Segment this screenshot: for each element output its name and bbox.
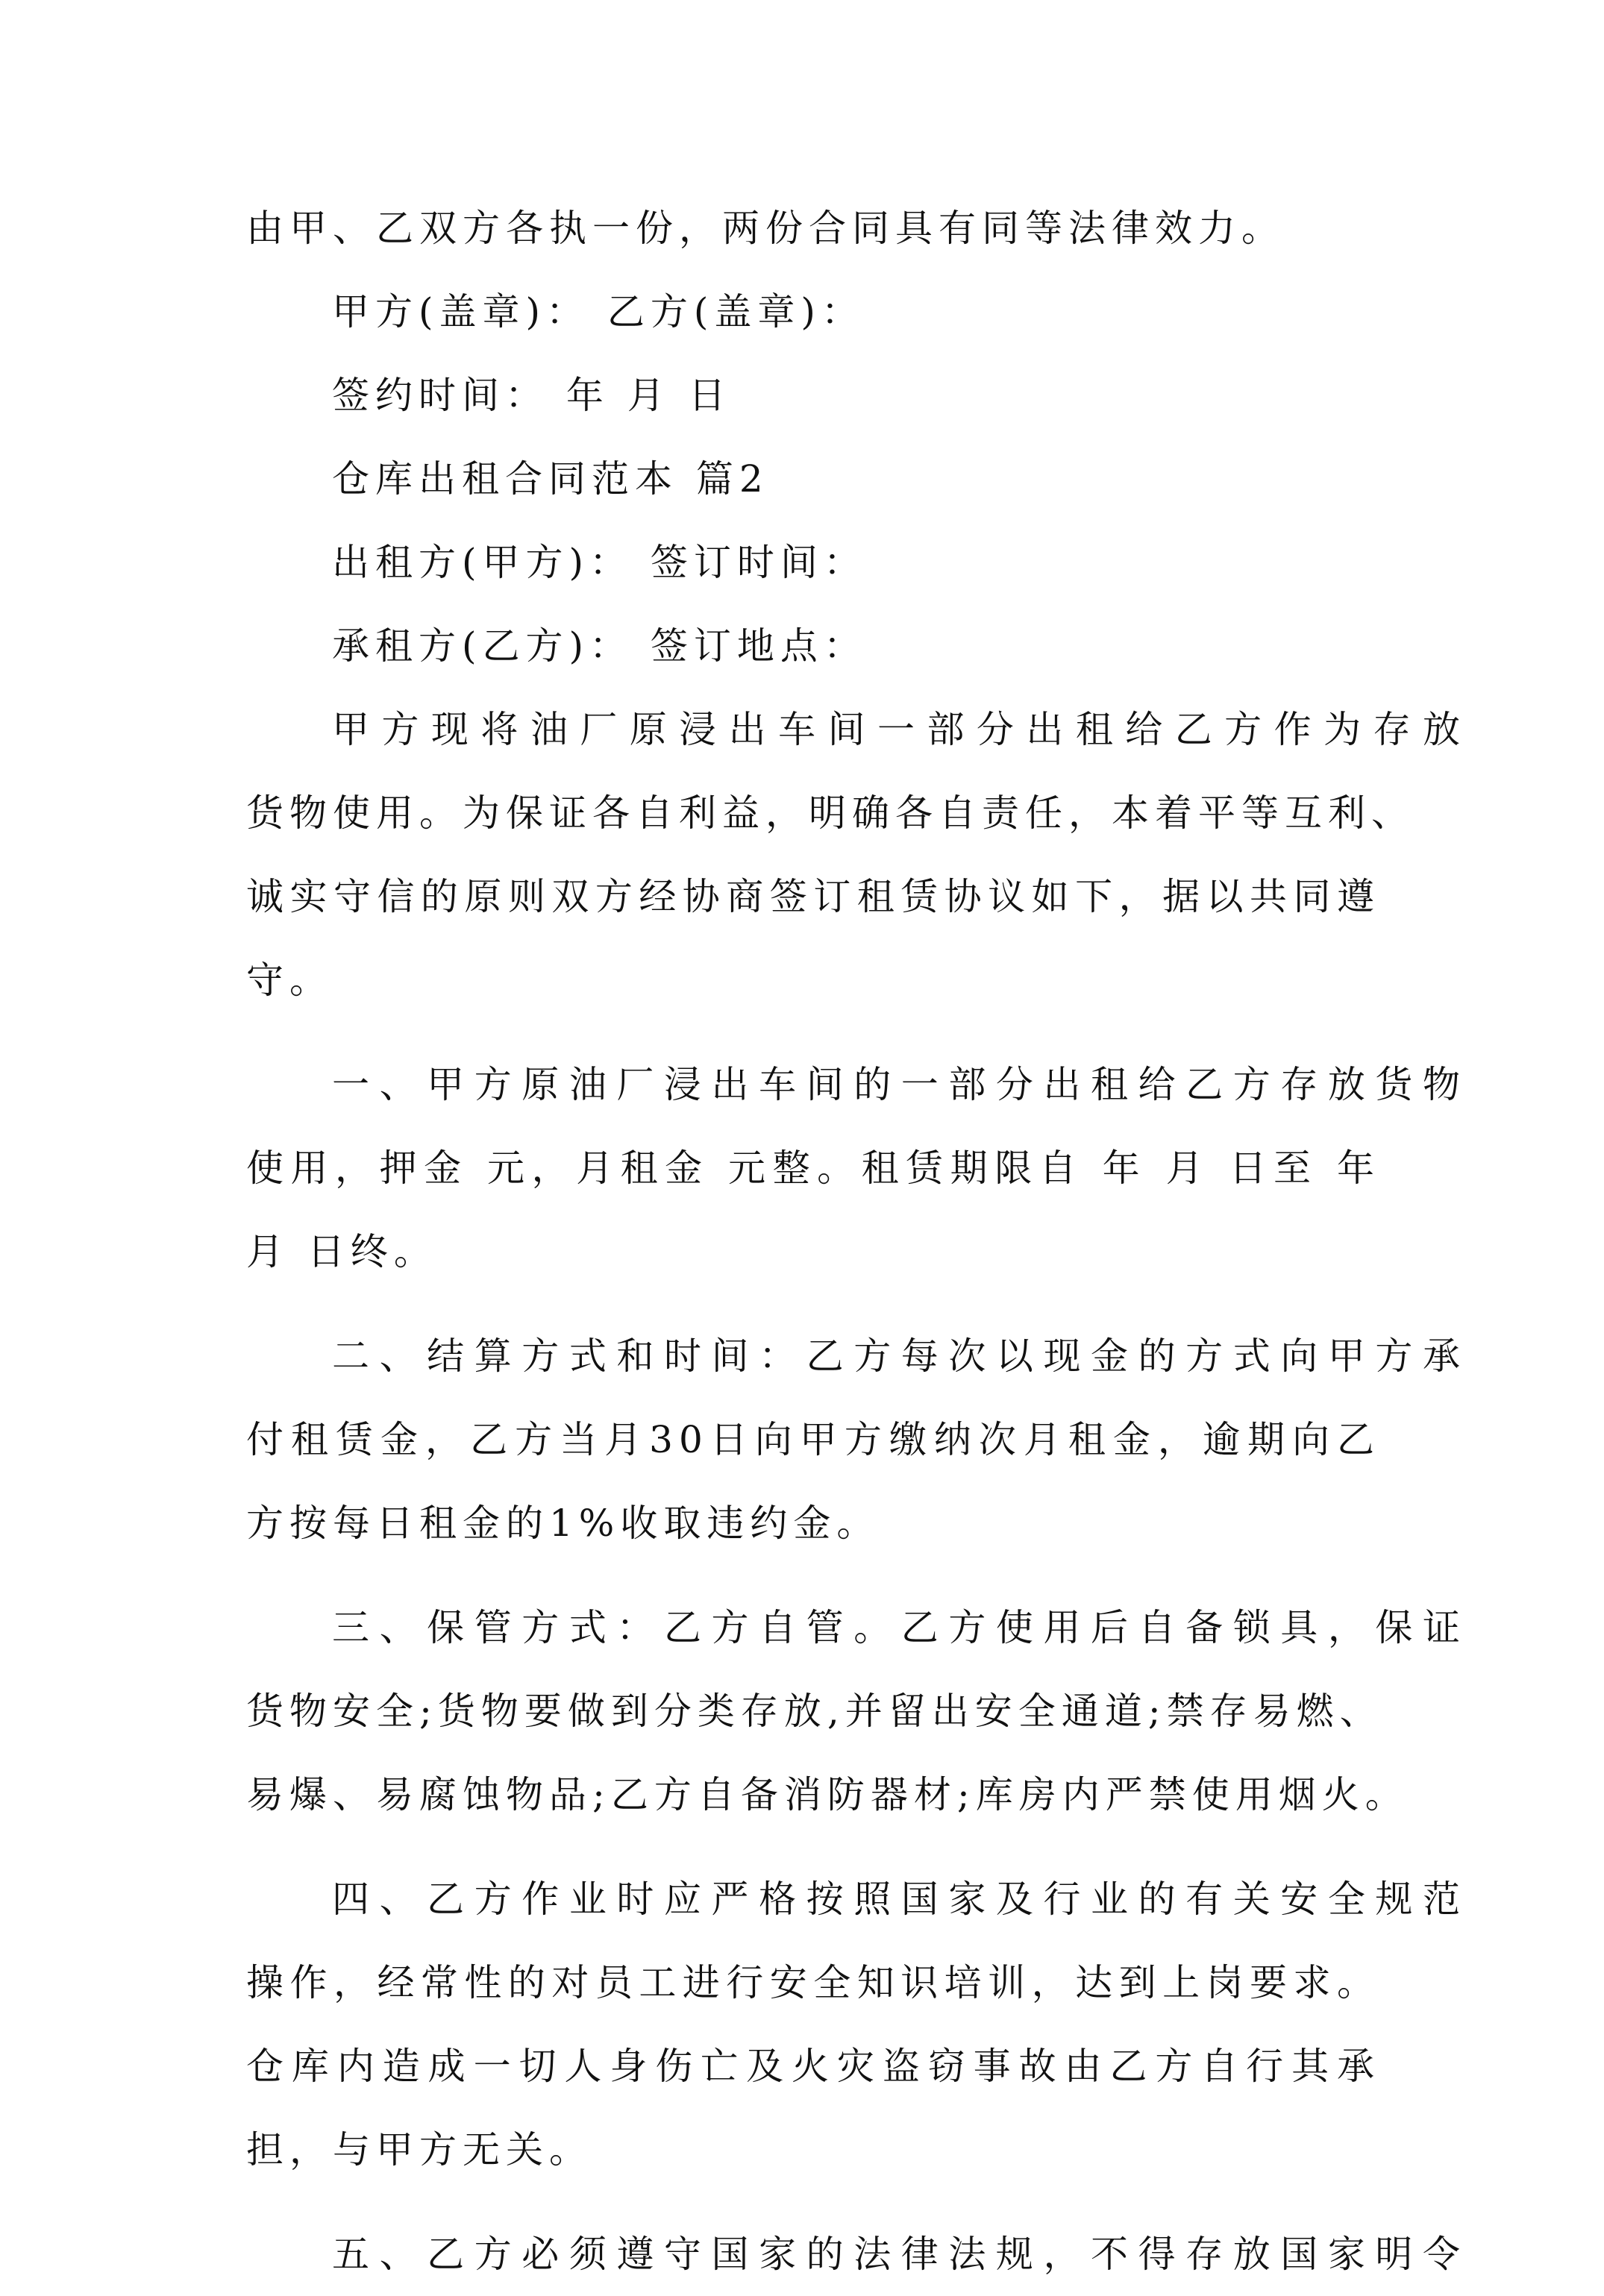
clause-line: 仓库内造成一切人身伤亡及火灾盗窃事故由乙方自行其承 <box>246 2045 1380 2088</box>
signature-parties-line: 甲方(盖章)： 乙方(盖章)： <box>332 290 865 333</box>
paragraph-line: 甲方现将油厂原浸出车间一部分出租给乙方作为存放 <box>332 708 1466 751</box>
signing-date-line: 签约时间： 年 月 日 <box>332 374 732 417</box>
section-title: 仓库出租合同范本 篇2 <box>332 457 769 501</box>
paragraph-line: 诚实守信的原则双方经协商签订租赁协议如下，据以共同遵 <box>246 875 1380 918</box>
clause-line: 方按每日租金的1%收取违约金。 <box>246 1502 880 1545</box>
clause-line: 三、保管方式：乙方自管。乙方使用后自备锁具，保证 <box>332 1606 1466 1649</box>
document-body <box>246 186 1466 2296</box>
paragraph-line: 货物使用。为保证各自利益，明确各自责任，本着平等互利、 <box>246 791 1415 835</box>
clause-line: 使用，押金 元，月租金 元整。租赁期限自 年 月 日至 年 <box>246 1147 1380 1190</box>
clause-line: 一、甲方原油厂浸出车间的一部分出租给乙方存放货物 <box>332 1063 1466 1106</box>
clause-line: 四、乙方作业时应严格按照国家及行业的有关安全规范 <box>332 1878 1466 1921</box>
clause-line: 月 日终。 <box>246 1230 437 1273</box>
clause-line: 货物安全;货物要做到分类存放,并留出安全通道;禁存易燃、 <box>246 1690 1383 1733</box>
clause-line: 易爆、易腐蚀物品;乙方自备消防器材;库房内严禁使用烟火。 <box>246 1773 1409 1816</box>
clause-line: 担，与甲方无关。 <box>246 2128 592 2171</box>
paragraph-line: 守。 <box>246 959 333 1002</box>
text-line: 由甲、乙双方各执一份，两份合同具有同等法律效力。 <box>246 207 1285 250</box>
clause-line: 付租赁金，乙方当月30日向甲方缴纳次月租金，逾期向乙 <box>246 1418 1380 1461</box>
lessee-line: 承租方(乙方)： 签订地点： <box>332 624 867 668</box>
clause-line: 二、结算方式和时间：乙方每次以现金的方式向甲方承 <box>332 1334 1466 1378</box>
lessor-line: 出租方(甲方)： 签订时间： <box>332 541 867 584</box>
clause-line: 操作，经常性的对员工进行安全知识培训，达到上岗要求。 <box>246 1961 1380 2004</box>
clause-line: 五、乙方必须遵守国家的法律法规，不得存放国家明令 <box>332 2233 1466 2276</box>
